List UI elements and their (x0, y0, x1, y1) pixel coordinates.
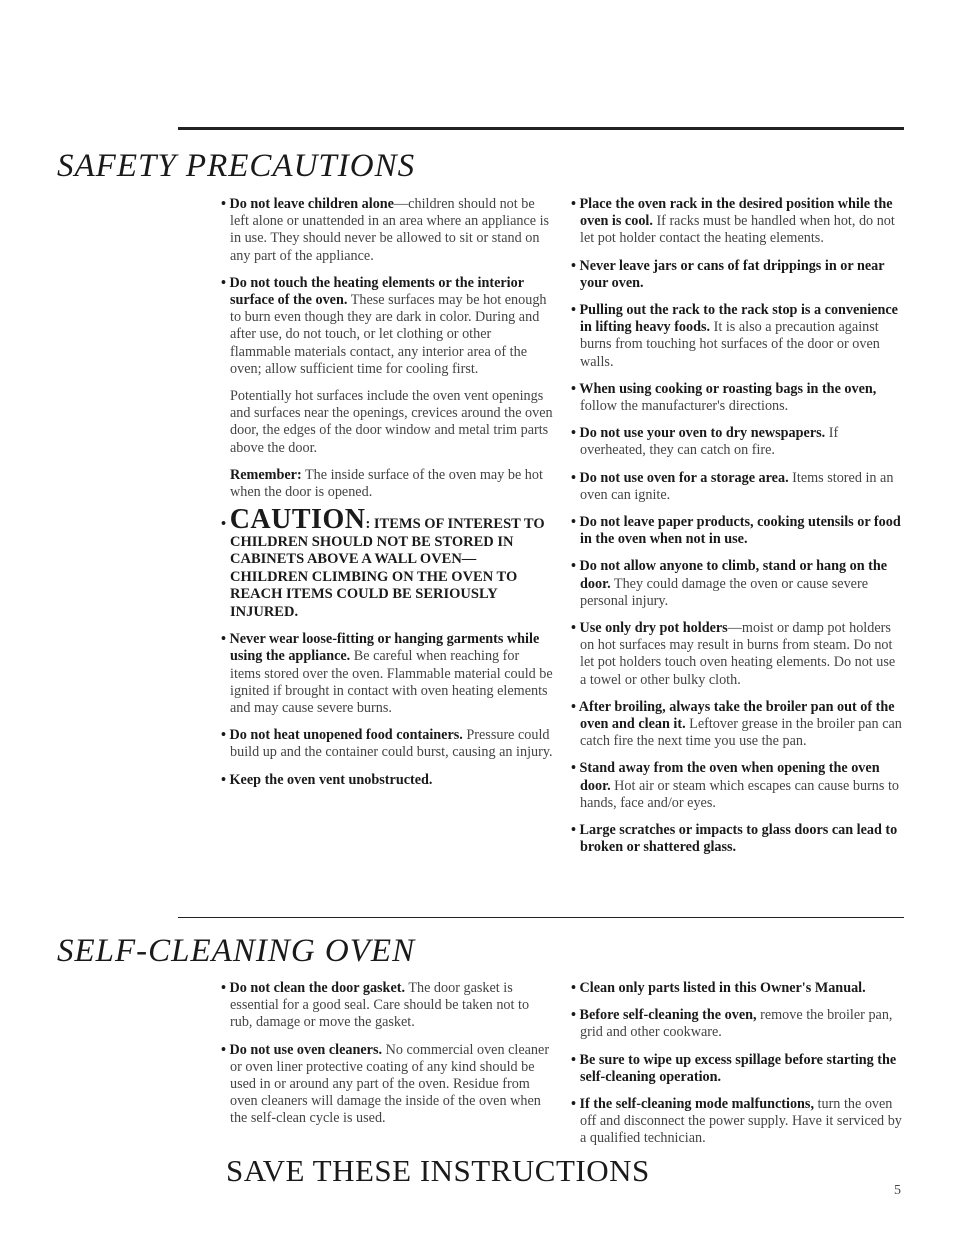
list-item: • Do not heat unopened food containers. Pressure could build up and the container could burst, causing an injury. (221, 727, 553, 761)
list-item: • Do not use oven cleaners. No commercial oven cleaner or oven liner protective coating of any kind should be used in or around any part of the oven. Residue from oven cleaners will damage the inside of the oven when the self-clean cycle is used. (221, 1041, 550, 1127)
paragraph: Remember: The inside surface of the oven may be hot when the door is opened. (230, 466, 543, 501)
selfclean-left-column (221, 980, 553, 1138)
list-item: • Do not use oven for a storage area. Items stored in an oven can ignite. (571, 469, 894, 503)
list-item: • Do not allow anyone to climb, stand or hang on the door. They could damage the oven or cause severe personal injury. (571, 558, 888, 609)
list-item: • Stand away from the oven when opening the oven door. Hot air or steam which escapes can cause burns to hands, face and/or eyes. (571, 760, 900, 811)
middle-rule (178, 917, 904, 918)
list-item: • Do not clean the door gasket. The door gasket is essential for a good seal. Care should be taken not to rub, damage or move the gasket. (221, 980, 530, 1031)
list-item: • Keep the oven vent unobstructed. (221, 771, 433, 788)
caution-notice: • CAUTION: ITEMS OF INTEREST TO CHILDREN SHOULD NOT BE STORED IN CABINETS ABOVE A WALL OVEN—CHILDREN CLIMBING ON THE OVEN TO REACH ITEMS COULD BE SERIOUSLY INJURED. (221, 504, 545, 620)
list-item: • Never wear loose-fitting or hanging garments while using the appliance. Be careful when reaching for items stored over the oven. Flammable material could be ignited if brought in contact with oven heating elements and may cause severe burns. (221, 631, 553, 717)
top-rule (178, 127, 904, 130)
list-item: • Do not use your oven to dry newspapers. If overheated, they can catch on fire. (571, 425, 839, 459)
list-item: • Do not leave children alone—children should not be left alone or unattended in an area where an appliance is in use. They should never be allowed to sit or stand on any part of the appliance. (221, 196, 550, 264)
safety-left-column (221, 196, 553, 799)
list-item: • Before self-cleaning the oven, remove the broiler pan, grid and other cookware. (571, 1007, 893, 1041)
paragraph: Potentially hot surfaces include the oven vent openings and surfaces near the openings, crevices around the oven door, the edges of the door window and metal trim parts above the door. (230, 388, 553, 456)
selfclean-right-column (571, 980, 905, 1158)
list-item: • Be sure to wipe up excess spillage before starting the self-cleaning operation. (571, 1051, 897, 1085)
save-instructions-heading: SAVE THESE INSTRUCTIONS (226, 1153, 650, 1188)
list-item: • Do not leave paper products, cooking utensils or food in the oven when not in use. (571, 514, 901, 548)
section-title-safety: SAFETY PRECAUTIONS (57, 148, 416, 184)
section-title-self-cleaning: SELF-CLEANING OVEN (57, 933, 416, 969)
list-item: • After broiling, always take the broiler pan out of the oven and clean it. Leftover grease in the broiler pan can catch fire the next time you use the pan. (571, 698, 902, 750)
list-item: • Clean only parts listed in this Owner's Manual. (571, 980, 866, 996)
list-item: • Place the oven rack in the desired position while the oven is cool. If racks must be handled when hot, do not let pot holder contact the heating elements. (571, 196, 895, 247)
safety-right-column (571, 196, 905, 867)
list-item: • Never leave jars or cans of fat drippings in or near your oven. (571, 257, 885, 291)
list-item: • When using cooking or roasting bags in the oven, follow the manufacturer's directions. (571, 380, 877, 415)
list-item: • Pulling out the rack to the rack stop is a convenience in lifting heavy foods. It is also a precaution against burns from touching hot surfaces of the door or oven walls. (571, 302, 898, 370)
caution-word: CAUTION (229, 504, 366, 536)
list-item: • If the self-cleaning mode malfunctions, turn the oven off and disconnect the power supply. Have it serviced by a qualified technician. (571, 1096, 902, 1147)
list-item: • Do not touch the heating elements or the interior surface of the oven. These surfaces may be hot enough to burn even though they are dark in color. During and after use, do not touch, or let clothing or other flammable materials contact, any interior area of the oven; allow sufficient time for cooling first. (221, 274, 547, 377)
page-number: 5 (894, 1183, 901, 1198)
list-item: • Large scratches or impacts to glass doors can lead to broken or shattered glass. (571, 822, 898, 856)
list-item: • Use only dry pot holders—moist or damp pot holders on hot surfaces may result in burns from steam. Do not let pot holders touch oven heating elements. Do not use a towel or other bulky cloth. (571, 620, 896, 688)
